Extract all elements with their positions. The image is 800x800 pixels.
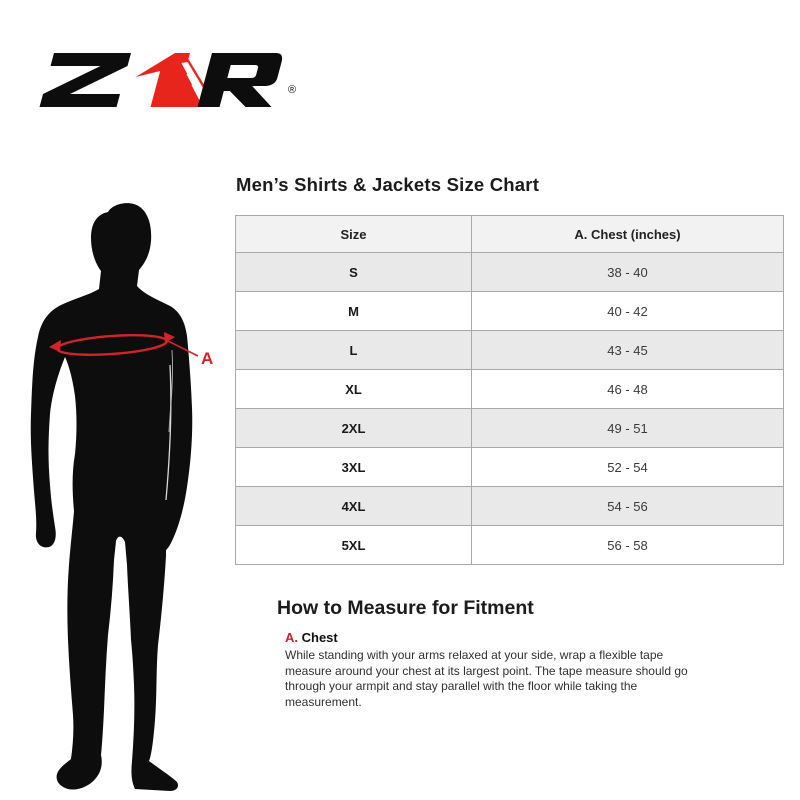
table-row (236, 448, 784, 487)
chest-cell: 49 - 51 (472, 409, 784, 448)
table-row (236, 253, 784, 292)
size-cell: 5XL (236, 526, 472, 565)
chest-cell: 56 - 58 (472, 526, 784, 565)
z1r-logo-letters (38, 53, 286, 114)
logo-letter-z (40, 53, 131, 107)
measure-item-name: Chest (301, 630, 338, 645)
size-cell: M (236, 292, 472, 331)
table-row (236, 487, 784, 526)
table-row (236, 292, 784, 331)
chest-cell: 54 - 56 (472, 487, 784, 526)
page-title: Men’s Shirts & Jackets Size Chart (236, 174, 540, 195)
measure-item-description: While standing with your arms relaxed at your side, wrap a flexible tape measure around your chest at its largest point. The tape measure should go through your armpit and stay parallel with the floor while taking the measurement. (285, 648, 688, 709)
chest-cell: 52 - 54 (472, 448, 784, 487)
size-table-container (235, 215, 783, 565)
measure-item-key: A. (285, 630, 298, 645)
logo-letter-r (198, 53, 286, 107)
measure-item-title (285, 630, 689, 645)
table-row (236, 331, 784, 370)
man-silhouette (31, 203, 193, 791)
size-cell: S (236, 253, 472, 292)
column-header-size: Size (236, 216, 472, 253)
size-table (235, 215, 784, 565)
size-cell: 4XL (236, 487, 472, 526)
measure-item-chest (285, 630, 689, 710)
table-row (236, 370, 784, 409)
size-cell: XL (236, 370, 472, 409)
chest-cell: 43 - 45 (472, 331, 784, 370)
chest-cell: 40 - 42 (472, 292, 784, 331)
chest-cell: 46 - 48 (472, 370, 784, 409)
chest-label-a: A (201, 349, 214, 368)
measurement-figure (20, 200, 220, 795)
registered-mark: ® (288, 84, 296, 96)
how-to-measure-heading: How to Measure for Fitment (277, 597, 534, 619)
table-row (236, 526, 784, 565)
chest-cell: 38 - 40 (472, 253, 784, 292)
size-cell: L (236, 331, 472, 370)
size-cell: 3XL (236, 448, 472, 487)
table-row (236, 409, 784, 448)
table-header-row (236, 216, 784, 253)
column-header-chest: A. Chest (inches) (472, 216, 784, 253)
z1r-logo (38, 48, 296, 114)
size-cell: 2XL (236, 409, 472, 448)
